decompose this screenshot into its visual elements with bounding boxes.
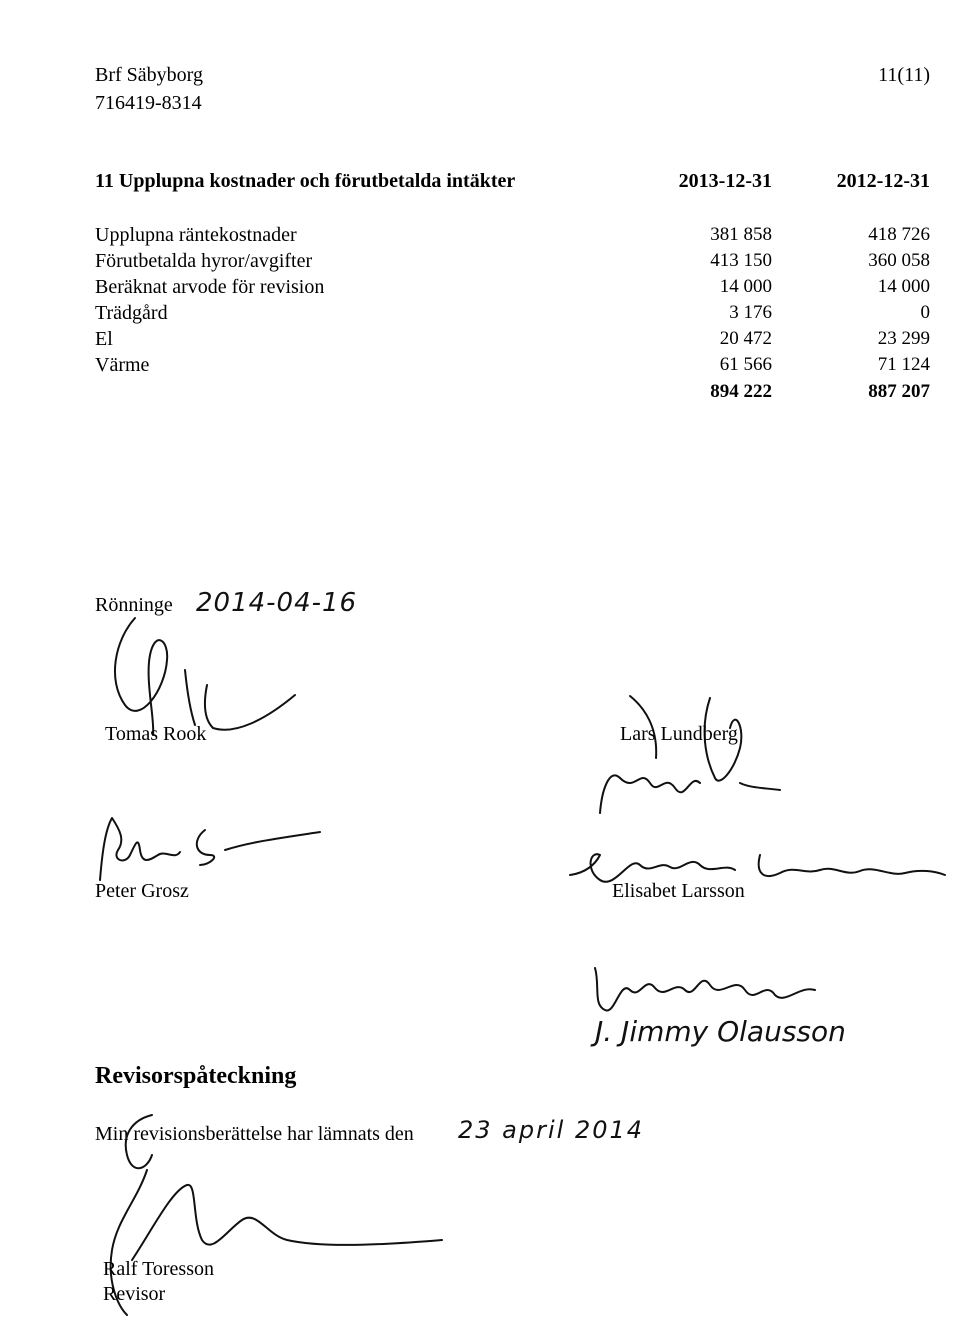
signatory-name: Tomas Rook bbox=[105, 723, 207, 745]
signatory-name: Peter Grosz bbox=[95, 880, 189, 902]
total-prior: 887 207 bbox=[868, 381, 930, 402]
auditor-role: Revisor bbox=[103, 1283, 166, 1305]
org-name: Brf Säbyborg bbox=[95, 64, 203, 86]
row-current: 381 858 bbox=[710, 224, 772, 245]
org-number: 716419-8314 bbox=[95, 92, 202, 114]
row-prior: 71 124 bbox=[877, 354, 930, 375]
audit-statement: Min revisionsberättelse har lämnats den bbox=[95, 1123, 414, 1145]
row-label: El bbox=[95, 328, 113, 350]
row-current: 14 000 bbox=[719, 276, 772, 297]
signature-lars-lundberg bbox=[590, 688, 800, 823]
row-current: 20 472 bbox=[719, 328, 772, 349]
row-label: Förutbetalda hyror/avgifter bbox=[95, 250, 313, 272]
handwritten-name: J. Jimmy Olausson bbox=[595, 1015, 846, 1048]
signature-peter-grosz bbox=[80, 810, 330, 890]
row-label: Upplupna räntekostnader bbox=[95, 224, 297, 246]
row-prior: 360 058 bbox=[868, 250, 930, 271]
row-label: Värme bbox=[95, 354, 150, 376]
signing-place: Rönninge bbox=[95, 594, 173, 616]
row-prior: 418 726 bbox=[868, 224, 930, 245]
signature-jimmy-olausson bbox=[585, 960, 845, 1020]
page-number: 11(11) bbox=[878, 64, 930, 86]
row-current: 3 176 bbox=[729, 302, 772, 323]
col-header-prior: 2012-12-31 bbox=[836, 170, 930, 192]
row-current: 61 566 bbox=[719, 354, 772, 375]
audit-heading: Revisorspåteckning bbox=[95, 1063, 297, 1089]
audit-handwritten-date: 23 april 2014 bbox=[458, 1116, 645, 1144]
row-prior: 0 bbox=[920, 302, 930, 323]
signatory-name: Elisabet Larsson bbox=[612, 880, 745, 902]
col-header-current: 2013-12-31 bbox=[678, 170, 772, 192]
signatory-name: Lars Lundberg bbox=[620, 723, 738, 745]
handwritten-date: 2014-04-16 bbox=[196, 588, 358, 618]
row-current: 413 150 bbox=[710, 250, 772, 271]
total-current: 894 222 bbox=[710, 381, 772, 402]
row-label: Trädgård bbox=[95, 302, 168, 324]
auditor-name: Ralf Toresson bbox=[103, 1258, 214, 1280]
row-prior: 14 000 bbox=[877, 276, 930, 297]
row-label: Beräknat arvode för revision bbox=[95, 276, 325, 298]
row-prior: 23 299 bbox=[877, 328, 930, 349]
note-title: 11 Upplupna kostnader och förutbetalda intäkter bbox=[95, 170, 516, 192]
